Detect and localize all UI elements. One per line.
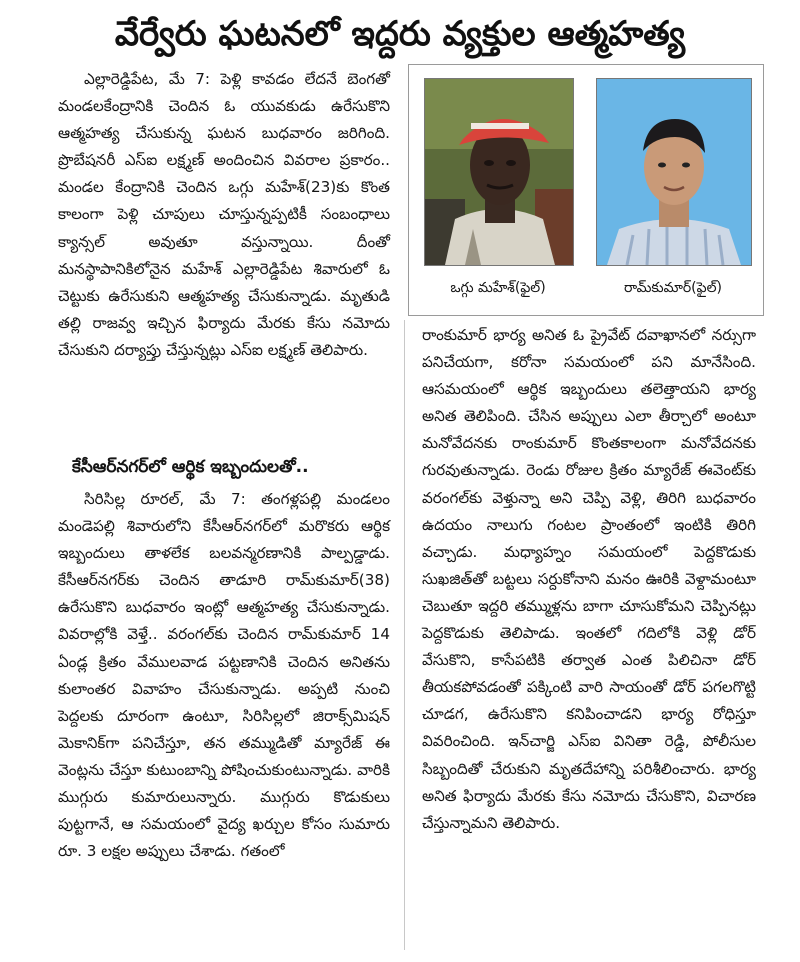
story2-body-left: సిరిసిల్ల రూరల్, మే 7: తంగళ్లపల్లి మండలం మండెపల్లి శివారులోని కేసీఆర్‌నగర్‌లో మరొకరు ఆర్థిక ఇబ్బందులు తాళలేక బలవన్మరణానికి పాల్పడ్డాడు. కేసీఆర్‌నగర్‌కు చెందిన తాడూరి రామ్‌కుమార్(38) ఉరేసుకొని బుధవారం ఇంట్లో ఆత్మహత్య చేసుకున్నాడు. వివరాల్లోకి వెళ్తే.. వరంగల్‌కు చెందిన రామ్‌కుమార్ 14 ఏండ్ల క్రితం వేములవాడ పట్టణానికి చెందిన అనితను కులాంతర వివాహం చేసుకున్నాడు. అప్పటి నుంచి పెద్దలకు దూరంగా ఉంటూ, సిరిసిల్లలో జిరాక్స్‌మిషన్ మెకానిక్‌గా పనిచేస్తూ, తన తమ్ముడితో మ్యారేజ్ ఈ వెంట్లను చేస్తూ కుటుంబాన్ని పోషించుకుంటున్నాడు. వారికి ముగ్గురు కుమారులున్నారు. ముగ్గురు కొడుకులు పుట్టగానే, ఆ సమయంలో వైద్య ఖర్చుల కోసం సుమారు రూ. 3 లక్షల అప్పులు చేశాడు. గతంలో [58, 490, 390, 861]
story1-body: ఎల్లారెడ్డిపేట, మే 7: పెళ్లి కావడం లేదనే బెంగతో మండలకేంద్రానికి చెందిన ఓ యువకుడు ఉరేసుకొని ఆత్మహత్య చేసుకున్న ఘటన బుధవారం జరిగింది. ప్రొబేషనరీ ఎస్ఐ లక్ష్మణ్ అందించిన వివరాల ప్రకారం.. మండల కేంద్రానికి చెందిన ఒగ్గు మహేశ్(23)కు కొంత కాలంగా పెళ్లి చూపులు చూస్తున్నప్పటికీ సంబంధాలు క్యాన్సల్ అవుతూ వస్తున్నాయి. దీంతో మనస్థాపానికిలోనైన మహేశ్ ఎల్లారెడ్డిపేట శివారులో ఓ చెట్టుకు ఉరేసుకుని ఆత్మహత్య చేసుకున్నాడు. మృతుడి తల్లి రాజవ్వ ఇచ్చిన ఫిర్యాదు మేరకు కేసు నమోదు చేసుకుని దర్యాప్తు చేస్తున్నట్లు ఎస్ఐ లక్ష్మణ్ తెలిపారు. [58, 70, 390, 359]
photo-caption-ramkumar: రామ్‌కుమార్(ఫైల్) [624, 280, 722, 296]
portrait-man-red-cap-icon [424, 78, 574, 266]
story2-body-right: రాంకుమార్ భార్య అనిత ఓ ప్రైవేట్ దవాఖానలో నర్సుగా పనిచేయగా, కరోనా సమయంలో పని మానేసింది. ఆసమయంలో ఆర్థిక ఇబ్బందులు తలెత్తాయని భార్య అనిత తెలిపింది. చేసిన అప్పులు ఎలా తీర్చాలో అంటూ మనోవేదనకు రాంకుమార్ కొంతకాలంగా మనోవేదనకు గురవుతున్నాడు. రెండు రోజుల క్రితం మ్యారేజ్ ఈవెంట్‌కు వరంగల్‌కు వెళ్తున్నా అని చెప్పి వెళ్లి, తిరిగి బుధవారం ఉదయం నాలుగు గంటల ప్రాంతంలో ఇంటికి తిరిగి వచ్చాడు. మధ్యాహ్నం సమయంలో పెద్దకొడుకు సుఖజిత్‌తో బట్టలు సర్దుకోనాని మనం ఊరికి వెళ్దామంటూ చెబుతూ ఇద్దరి తమ్ముళ్లను బాగా చూసుకోమని చెప్పినట్లు పెద్దకొడుకు తెలిపాడు. ఇంతలో గదిలోకి వెళ్లి డోర్ వేసుకొని, కాసేపటికి తర్వాత ఎంత పిలిచినా డోర్ తీయకపోవడంతో పక్కింటి వారి సాయంతో డోర్ పగలగొట్టి చూడగ, ఉరేసుకొని కనిపించాడని భార్య రోధిస్తూ వివరించింది. ఇన్‌చార్జి ఎస్ఐ వినితా రెడ్డి, పోలీసుల సిబ్బందితో చేరుకుని మృతదేహాన్ని పరిశీలించారు. భార్య అనిత ఫిర్యాదు మేరకు కేసు నమోదు చేసుకొని, విచారణ చేస్తున్నామని తెలిపారు. [422, 326, 756, 832]
column-divider [404, 320, 405, 950]
story2-subhead: కేసీఆర్‌నగర్‌లో ఆర్థిక ఇబ్బందులతో.. [72, 457, 309, 477]
headline: వేర్వేరు ఘటనలో ఇద్దరు వ్యక్తుల ఆత్మహత్య [114, 14, 686, 54]
photo-caption-mahesh: ఒగ్గు మహేశ్(ఫైల్) [450, 280, 546, 296]
portrait-man-striped-shirt-icon [596, 78, 752, 266]
